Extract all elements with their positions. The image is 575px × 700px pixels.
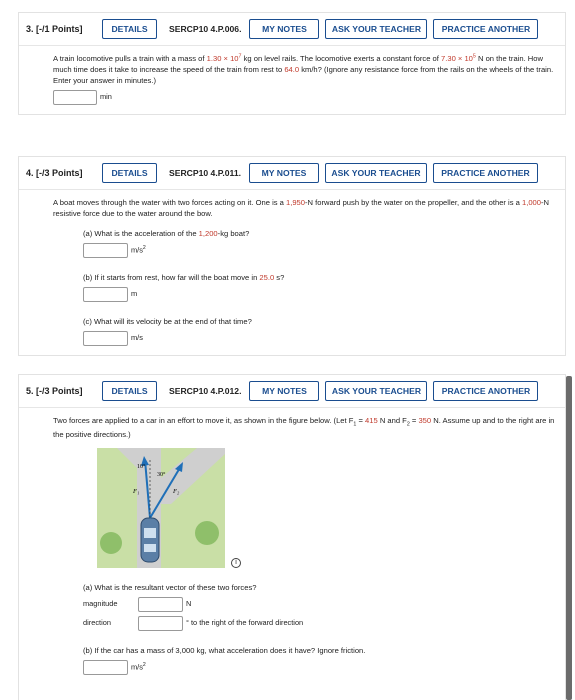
details-button[interactable]: DETAILS: [102, 19, 157, 39]
unit-label: m/s: [131, 333, 143, 343]
direction-input[interactable]: [138, 616, 183, 631]
problem-3-header: [19, 13, 565, 46]
question-a: (a) What is the acceleration of the 1,200-kg boat?: [83, 229, 250, 238]
details-button[interactable]: DETAILS: [102, 163, 157, 183]
force-value: $7.30 \times 10^5$: [441, 53, 476, 63]
practice-another-button[interactable]: PRACTICE ANOTHER: [433, 163, 538, 183]
text: -N resistive force due to the water around the bow.: [53, 198, 550, 218]
details-button[interactable]: DETAILS: [102, 381, 157, 401]
car-forces-figure: [97, 448, 225, 568]
info-icon[interactable]: i: [231, 558, 241, 568]
f2-label: F₂: [173, 488, 180, 496]
angle-1-label: 10°: [137, 464, 146, 471]
unit-label: $m/s^2$: [131, 244, 146, 255]
ask-teacher-button[interactable]: ASK YOUR TEACHER: [325, 163, 427, 183]
answer-input-c[interactable]: [83, 331, 128, 346]
direction-row: [83, 616, 555, 631]
practice-another-button[interactable]: PRACTICE ANOTHER: [433, 19, 538, 39]
problem-5-body: [19, 408, 565, 684]
problem-3: [18, 12, 566, 115]
unit-label: $m/s^2$: [131, 662, 146, 672]
text: kg on level rails. The locomotive exerts a constant force of: [241, 54, 442, 63]
magnitude-input[interactable]: [138, 597, 183, 612]
text: A train locomotive pulls a train with a mass of: [53, 54, 207, 63]
direction-label: direction: [83, 618, 111, 628]
problem-number: 4. [-/3 Points]: [26, 168, 83, 178]
answer-row: [83, 660, 555, 675]
question-b: (b) If the car has a mass of 3,000 kg, what acceleration does it have? Ignore friction.: [83, 646, 366, 656]
problem-text: [53, 53, 555, 86]
text: A boat moves through the water with two forces acting on it. One is a: [53, 198, 286, 207]
force-1-value: 1,950: [286, 198, 306, 207]
problem-code: SERCP10 4.P.012.: [169, 386, 242, 396]
part-a: [83, 228, 555, 258]
problem-4: [18, 156, 566, 356]
problem-5: [18, 374, 566, 700]
unit-label: min: [100, 92, 112, 102]
answer-input-b[interactable]: [83, 287, 128, 302]
question-a: (a) What is the resultant vector of these two forces?: [83, 583, 257, 593]
problem-5-header: [19, 375, 565, 408]
answer-row: [53, 90, 555, 105]
problem-4-header: [19, 157, 565, 190]
angle-2-label: 30°: [157, 472, 166, 479]
unit-label: N: [186, 599, 192, 609]
text: N on the train. How much time does it take to increase the speed of the train from rest to: [53, 54, 543, 74]
my-notes-button[interactable]: MY NOTES: [249, 381, 319, 401]
unit-label: ° to the right of the forward direction: [186, 618, 304, 628]
text: -N forward push by the water on the propeller, and the other is a: [305, 198, 522, 207]
answer-row: [83, 287, 555, 302]
problem-3-body: [19, 46, 565, 114]
problem-code: SERCP10 4.P.011.: [169, 168, 241, 178]
speed-value: 64.0: [284, 65, 300, 74]
my-notes-button[interactable]: MY NOTES: [249, 19, 319, 39]
f1-label: F₁: [133, 488, 140, 496]
unit-label: m: [131, 289, 138, 299]
figure-row: [97, 448, 555, 568]
problem-text: [53, 197, 555, 219]
problem-text: Two forces are applied to a car in an effort to move it, as shown in the figure below. (Let $F_1 = 415$ N and $F_2 = 350$ N. Assume up and to the right are in the positive directions.): [53, 416, 555, 440]
problem-number: 3. [-/1 Points]: [26, 24, 83, 34]
answer-row: [83, 243, 555, 258]
text: km/h? (Ignore any resistance force from the rails on the wheels of the train. Enter your answer in minutes.): [53, 65, 554, 85]
my-notes-button[interactable]: MY NOTES: [249, 163, 319, 183]
answer-row: [83, 331, 555, 346]
problem-4-body: [19, 190, 565, 355]
mass-value: $1.30 \times 10^7$: [206, 53, 242, 63]
acceleration-input[interactable]: [83, 660, 128, 675]
magnitude-row: [83, 597, 555, 612]
ask-teacher-button[interactable]: ASK YOUR TEACHER: [325, 19, 427, 39]
part-c: [83, 316, 555, 346]
question-c: (c) What will its velocity be at the end of that time?: [83, 317, 252, 326]
part-b: [83, 272, 555, 302]
problem-number: 5. [-/3 Points]: [26, 386, 83, 396]
force-2-value: 1,000: [521, 198, 541, 207]
ask-teacher-button[interactable]: ASK YOUR TEACHER: [325, 381, 427, 401]
practice-another-button[interactable]: PRACTICE ANOTHER: [433, 381, 538, 401]
part-b: [83, 645, 555, 675]
scrollbar[interactable]: [566, 376, 572, 700]
problem-code: SERCP10 4.P.006.: [169, 24, 242, 34]
magnitude-label: magnitude: [83, 599, 118, 609]
answer-input-a[interactable]: [83, 243, 128, 258]
part-a: [83, 582, 555, 631]
answer-input[interactable]: [53, 90, 97, 105]
question-b: (b) If it starts from rest, how far will the boat move in 25.0 s?: [83, 273, 285, 282]
